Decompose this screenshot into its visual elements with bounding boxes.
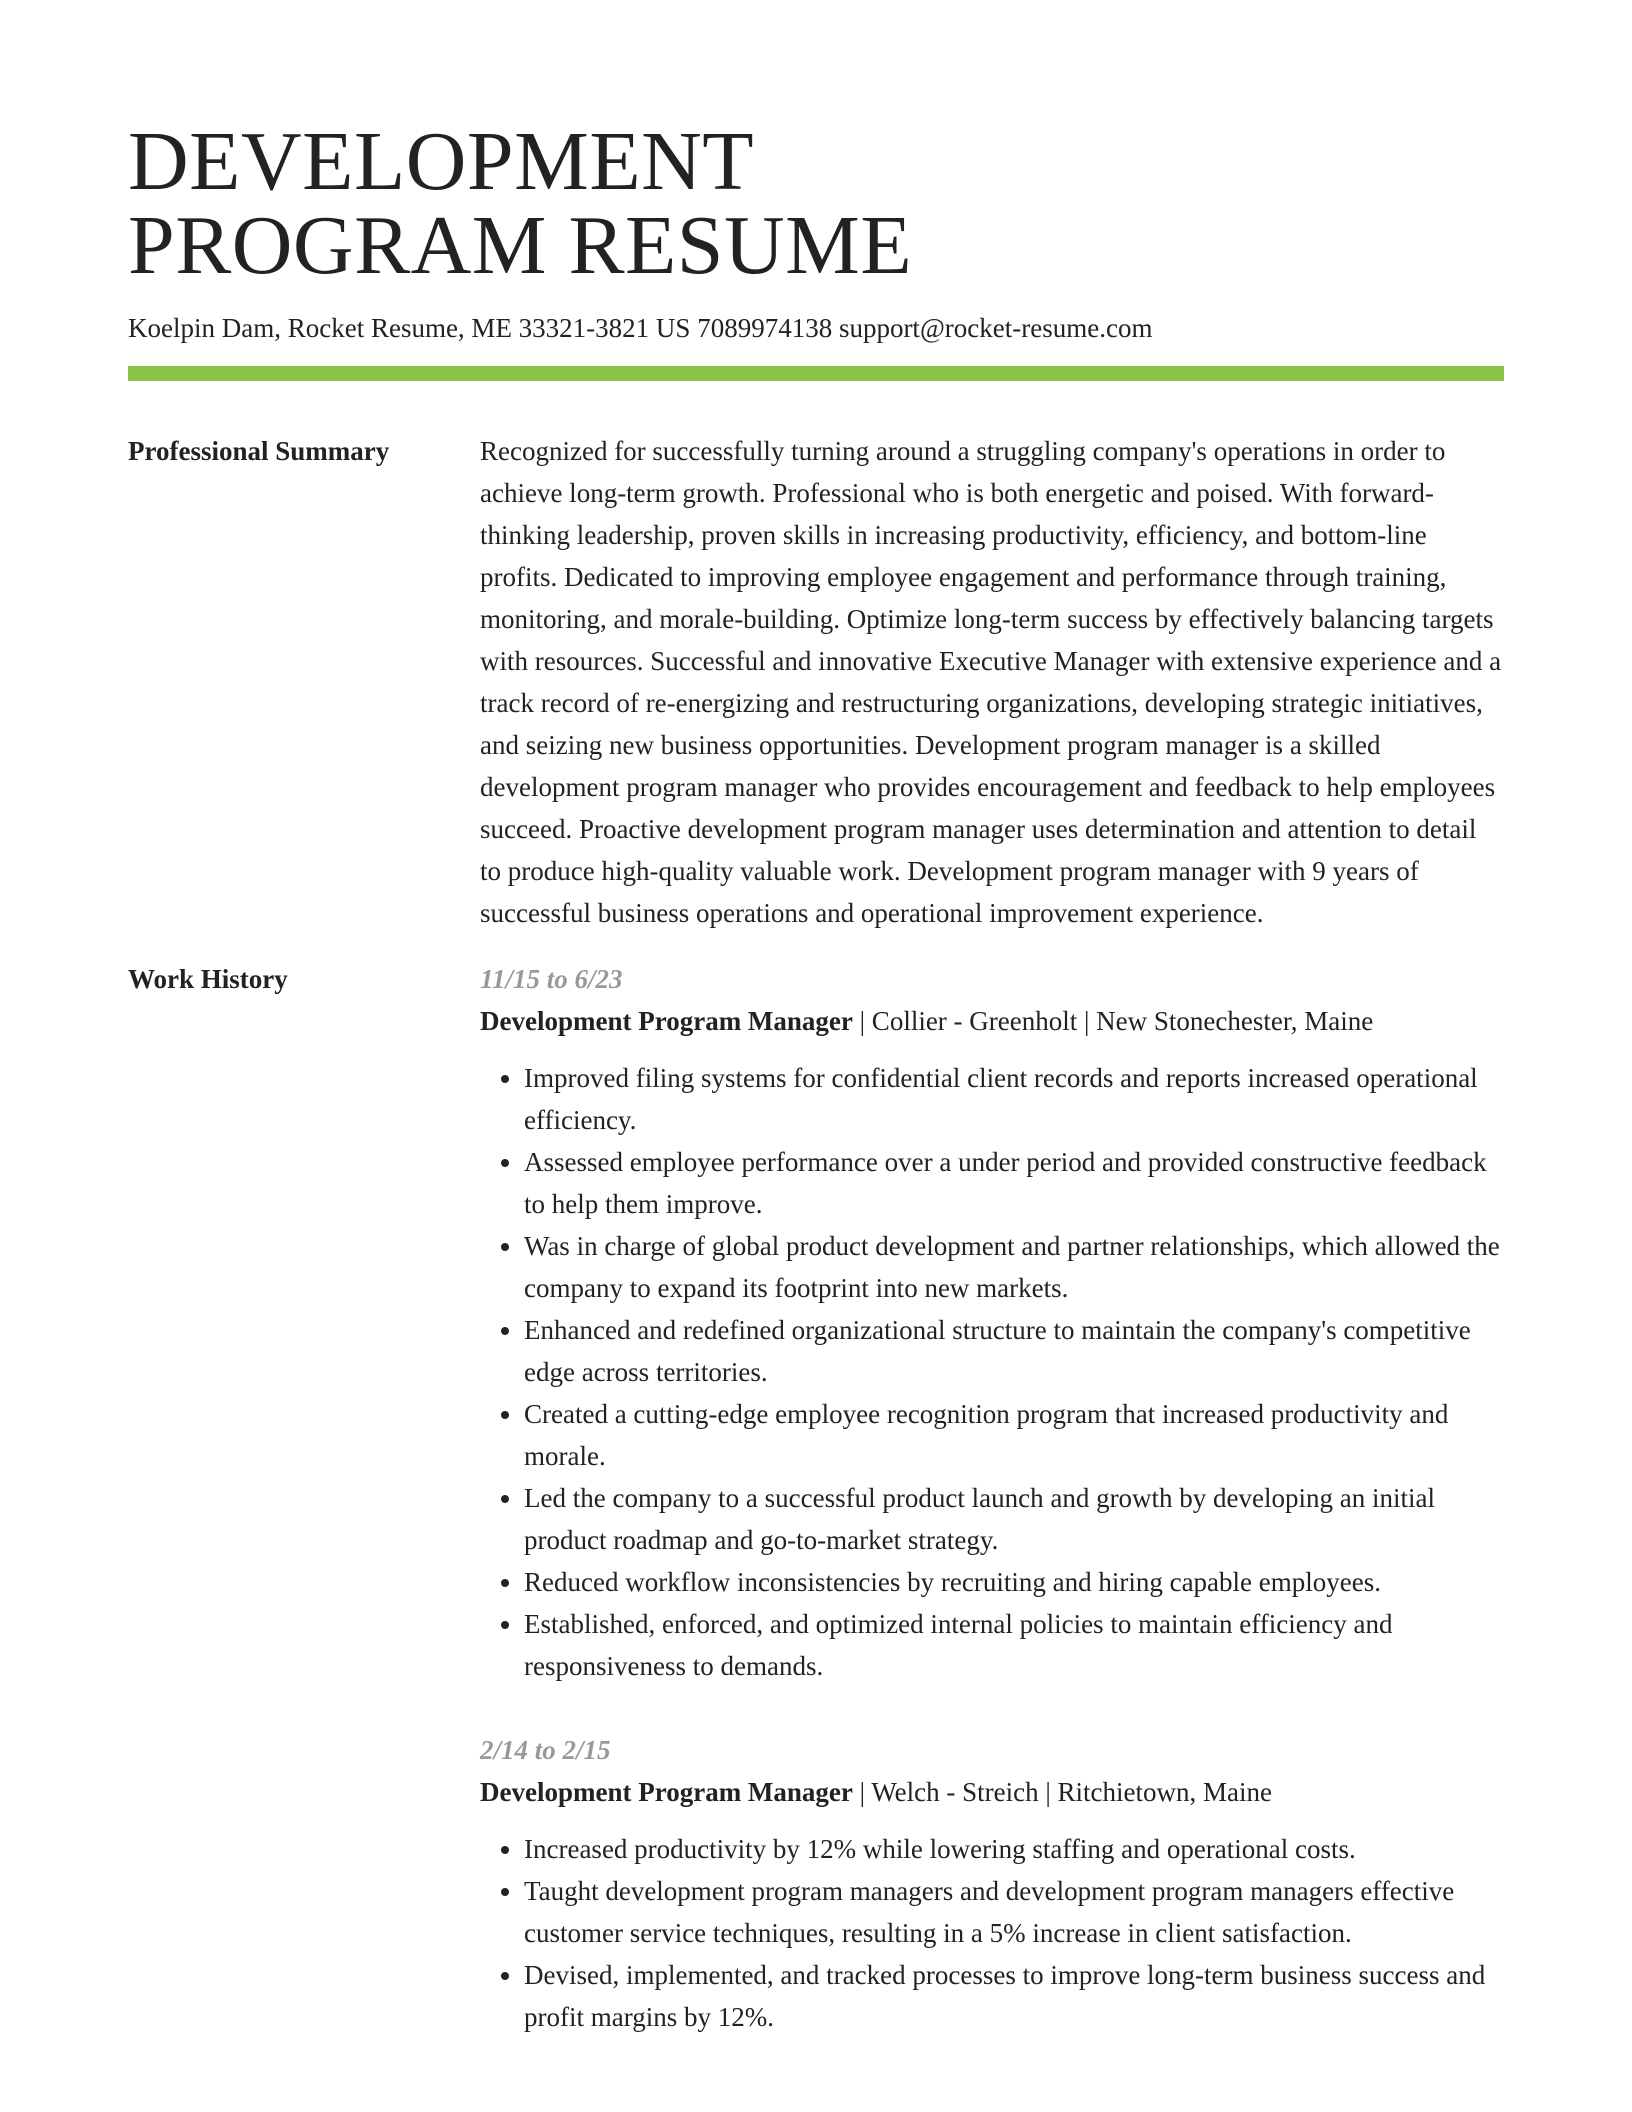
job-entry [480, 1729, 1504, 2038]
summary-text: Recognized for successfully turning around a struggling company's operations in order to achieve long-term growth. Professional who is both energetic and poised. With forward-thinking leadership, proven skills in increasing productivity, efficiency, and bottom-line profits. Dedicated to improving employee engagement and performance through training, monitoring, and morale-building. Optimize long-term success by effectively balancing targets with resources. Successful and innovative Executive Manager with extensive experience and a track record of re-energizing and restructuring organizations, developing strategic initiatives, and seizing new business opportunities. Development program manager is a skilled development program manager who provides encouragement and feedback to help employees succeed. Proactive development program manager uses determination and attention to detail to produce high-quality valuable work. Development program manager with 9 years of successful business operations and operational improvement experience. [480, 436, 1502, 928]
contact-info: Koelpin Dam, Rocket Resume, ME 33321-3821 US 7089974138 support@rocket-resume.com [128, 313, 1153, 343]
list-item: • Created a cutting-edge employee recognition program that increased productivity and morale. [524, 1393, 1504, 1477]
job-entry [480, 958, 1504, 1687]
header-divider [128, 366, 1504, 381]
job-dates: 11/15 to 6/23 [480, 964, 623, 994]
job-bullets [480, 1828, 1504, 2038]
list-item: • Established, enforced, and optimized internal policies to maintain efficiency and responsiveness to demands. [524, 1603, 1504, 1687]
work-history-body [480, 958, 1504, 2038]
list-item: • Increased productivity by 12% while lowering staffing and operational costs. [524, 1828, 1504, 1870]
job-bullets [480, 1057, 1504, 1687]
list-item: • Devised, implemented, and tracked processes to improve long-term business success and profit margins by 12%. [524, 1954, 1504, 2038]
work-history-section [128, 958, 1504, 2038]
list-item: • Enhanced and redefined organizational structure to maintain the company's competitive edge across territories. [524, 1309, 1504, 1393]
list-item: • Reduced workflow inconsistencies by recruiting and hiring capable employees. [524, 1561, 1504, 1603]
job-dates: 2/14 to 2/15 [480, 1735, 611, 1765]
job-title: Development Program Manager [480, 1006, 853, 1036]
professional-summary-section [128, 430, 1504, 934]
job-title: Development Program Manager [480, 1777, 853, 1807]
resume-title-line-1: DEVELOPMENT [128, 115, 755, 208]
resume-title [128, 115, 1504, 292]
job-details: | Collier - Greenholt | New Stonechester, Maine [852, 1006, 1374, 1036]
job-details: | Welch - Streich | Ritchietown, Maine [852, 1777, 1272, 1807]
section-label-work-history: Work History [128, 964, 288, 994]
job-heading [480, 1771, 1504, 1813]
resume-title-line-2: PROGRAM RESUME [128, 199, 913, 292]
resume-page [128, 115, 1504, 2038]
list-item: • Taught development program managers and development program managers effective customer service techniques, resulting in a 5% increase in client satisfaction. [524, 1870, 1504, 1954]
list-item: • Was in charge of global product development and partner relationships, which allowed the company to expand its footprint into new markets. [524, 1225, 1504, 1309]
section-label-summary: Professional Summary [128, 436, 390, 466]
list-item: • Improved filing systems for confidential client records and reports increased operational efficiency. [524, 1057, 1504, 1141]
job-heading [480, 1000, 1504, 1042]
list-item: • Assessed employee performance over a under period and provided constructive feedback to help them improve. [524, 1141, 1504, 1225]
list-item: • Led the company to a successful product launch and growth by developing an initial product roadmap and go-to-market strategy. [524, 1477, 1504, 1561]
